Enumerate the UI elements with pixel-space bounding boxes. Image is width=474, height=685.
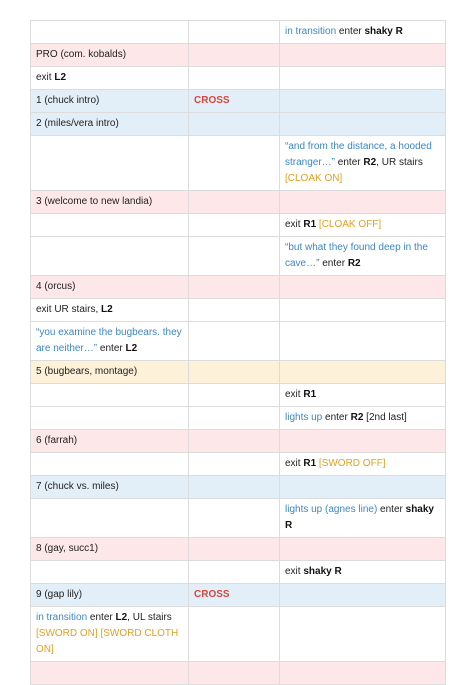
table-row [31, 299, 446, 322]
table-cell[interactable] [189, 584, 280, 607]
cell-text: 8 (gay, succ1) [36, 543, 99, 554]
table-cell[interactable] [189, 90, 280, 113]
cell-text: 5 (bugbears, montage) [36, 366, 138, 377]
cue-line-text: lights up [285, 412, 323, 423]
table-cell[interactable] [280, 607, 446, 662]
table-cell[interactable] [31, 191, 189, 214]
table-cell[interactable] [280, 90, 446, 113]
table-cell[interactable] [31, 237, 189, 276]
table-row [31, 538, 446, 561]
position-marker: L2 [115, 612, 128, 623]
cell-text: enter [336, 26, 365, 37]
table-cell[interactable] [189, 407, 280, 430]
cue-line-text: “you examine the bugbears. they are neither…” [36, 327, 182, 354]
cell-text: , UR stairs [376, 157, 423, 168]
table-cell[interactable] [280, 67, 446, 90]
table-row [31, 361, 446, 384]
cell-text: 3 (welcome to new landia) [36, 196, 153, 207]
cell-text: exit [285, 219, 304, 230]
cell-text: exit [36, 72, 55, 83]
table-row [31, 214, 446, 237]
table-cell[interactable] [280, 584, 446, 607]
table-row [31, 136, 446, 191]
cell-text: exit [285, 389, 304, 400]
cue-line-text: lights up (agnes line) [285, 504, 378, 515]
position-marker: R2 [350, 412, 364, 423]
cell-text: 1 (chuck intro) [36, 95, 100, 106]
table-cell[interactable] [31, 90, 189, 113]
cue-line-text: “but what they found deep in the cave…” [285, 242, 428, 269]
table-cell[interactable] [189, 67, 280, 90]
table-cell[interactable] [31, 384, 189, 407]
table-cell[interactable] [31, 136, 189, 191]
cue-line-text: “and from the distance, a hooded stranger…” [285, 141, 432, 168]
table-row [31, 113, 446, 136]
cue-line-text: in transition [285, 26, 337, 37]
table-cell[interactable] [280, 237, 446, 276]
position-marker: R1 [303, 389, 317, 400]
cell-text: enter [377, 504, 406, 515]
position-marker: R1 [303, 219, 317, 230]
table-cell[interactable] [280, 361, 446, 384]
table-cell[interactable] [31, 299, 189, 322]
position-marker: shaky R [285, 504, 434, 531]
table-cell[interactable] [31, 214, 189, 237]
table-cell[interactable] [189, 499, 280, 538]
table-cell[interactable] [280, 407, 446, 430]
cell-text: enter [322, 412, 351, 423]
table-row [31, 276, 446, 299]
position-marker: L2 [125, 343, 138, 354]
table-row [31, 44, 446, 67]
table-row [31, 476, 446, 499]
table-cell[interactable] [189, 299, 280, 322]
cross-marker: CROSS [194, 589, 230, 600]
table-cell[interactable] [31, 453, 189, 476]
cell-text: , UL stairs [127, 612, 172, 623]
table-cell[interactable] [31, 476, 189, 499]
cell-text: enter [335, 157, 364, 168]
cell-text: exit [285, 566, 304, 577]
table-cell[interactable] [31, 407, 189, 430]
cue-sheet-body [31, 21, 446, 685]
cell-text: exit [285, 458, 304, 469]
table-cell[interactable] [280, 322, 446, 361]
table-row [31, 607, 446, 662]
prop-note: [CLOAK OFF] [318, 219, 382, 230]
table-cell[interactable] [189, 607, 280, 662]
table-cell[interactable] [31, 21, 189, 44]
prop-note: [SWORD ON] [SWORD CLOTH ON] [36, 628, 179, 655]
table-row [31, 430, 446, 453]
table-cell[interactable] [189, 662, 280, 685]
position-marker: L2 [54, 72, 67, 83]
cell-text: 2 (miles/vera intro) [36, 118, 119, 129]
cell-text: 6 (farrah) [36, 435, 78, 446]
prop-note: [SWORD OFF] [318, 458, 386, 469]
table-cell[interactable] [189, 476, 280, 499]
table-row [31, 21, 446, 44]
table-cell[interactable] [280, 113, 446, 136]
cell-text: 9 (gap lily) [36, 589, 83, 600]
table-cell[interactable] [31, 499, 189, 538]
cell-text: enter [97, 343, 126, 354]
table-cell[interactable] [280, 191, 446, 214]
table-cell[interactable] [280, 499, 446, 538]
cell-text: 4 (orcus) [36, 281, 76, 292]
table-cell[interactable] [280, 476, 446, 499]
cue-line-text: in transition [36, 612, 88, 623]
position-marker: R1 [303, 458, 317, 469]
table-cell[interactable] [189, 561, 280, 584]
table-cell[interactable] [189, 44, 280, 67]
cell-text: enter [87, 612, 116, 623]
table-cell[interactable] [31, 361, 189, 384]
cell-text: PRO (com. kobalds) [36, 49, 127, 60]
table-cell[interactable] [189, 361, 280, 384]
table-cell[interactable] [280, 299, 446, 322]
table-cell[interactable] [280, 430, 446, 453]
table-cell[interactable] [31, 276, 189, 299]
table-cell[interactable] [189, 113, 280, 136]
table-cell[interactable] [280, 384, 446, 407]
table-row [31, 322, 446, 361]
table-cell[interactable] [280, 453, 446, 476]
table-cell[interactable] [189, 430, 280, 453]
table-row [31, 90, 446, 113]
table-cell[interactable] [189, 191, 280, 214]
table-row [31, 407, 446, 430]
table-row [31, 453, 446, 476]
position-marker: shaky R [364, 26, 403, 37]
cell-text: exit UR stairs, [36, 304, 102, 315]
table-cell[interactable] [31, 44, 189, 67]
table-row [31, 237, 446, 276]
table-cell[interactable] [189, 322, 280, 361]
cross-marker: CROSS [194, 95, 230, 106]
table-cell[interactable] [189, 214, 280, 237]
position-marker: L2 [101, 304, 113, 315]
table-cell[interactable] [31, 607, 189, 662]
table-cell[interactable] [31, 561, 189, 584]
table-cell[interactable] [280, 214, 446, 237]
table-cell[interactable] [31, 538, 189, 561]
table-cell[interactable] [31, 67, 189, 90]
table-row [31, 662, 446, 685]
table-cell[interactable] [189, 276, 280, 299]
table-cell[interactable] [189, 453, 280, 476]
table-row [31, 67, 446, 90]
cell-text: [2nd last] [363, 412, 407, 423]
table-cell[interactable] [280, 538, 446, 561]
table-cell[interactable] [189, 21, 280, 44]
table-cell[interactable] [31, 584, 189, 607]
cell-text: 7 (chuck vs. miles) [36, 481, 119, 492]
position-marker: shaky R [303, 566, 342, 577]
table-cell[interactable] [31, 322, 189, 361]
table-cell[interactable] [280, 44, 446, 67]
table-cell[interactable] [189, 237, 280, 276]
table-cell[interactable] [189, 384, 280, 407]
table-row [31, 561, 446, 584]
table-cell[interactable] [280, 276, 446, 299]
position-marker: R2 [347, 258, 361, 269]
table-cell[interactable] [189, 136, 280, 191]
cell-text: enter [319, 258, 348, 269]
table-cell[interactable] [280, 21, 446, 44]
table-cell[interactable] [280, 662, 446, 685]
table-cell[interactable] [189, 538, 280, 561]
table-cell[interactable] [280, 136, 446, 191]
table-cell[interactable] [31, 662, 189, 685]
cue-sheet-table [30, 20, 446, 685]
table-row [31, 384, 446, 407]
table-cell[interactable] [31, 113, 189, 136]
table-cell[interactable] [31, 430, 189, 453]
table-row [31, 584, 446, 607]
position-marker: R2 [363, 157, 377, 168]
table-row [31, 191, 446, 214]
table-cell[interactable] [280, 561, 446, 584]
prop-note: [CLOAK ON] [285, 173, 343, 184]
table-row [31, 499, 446, 538]
